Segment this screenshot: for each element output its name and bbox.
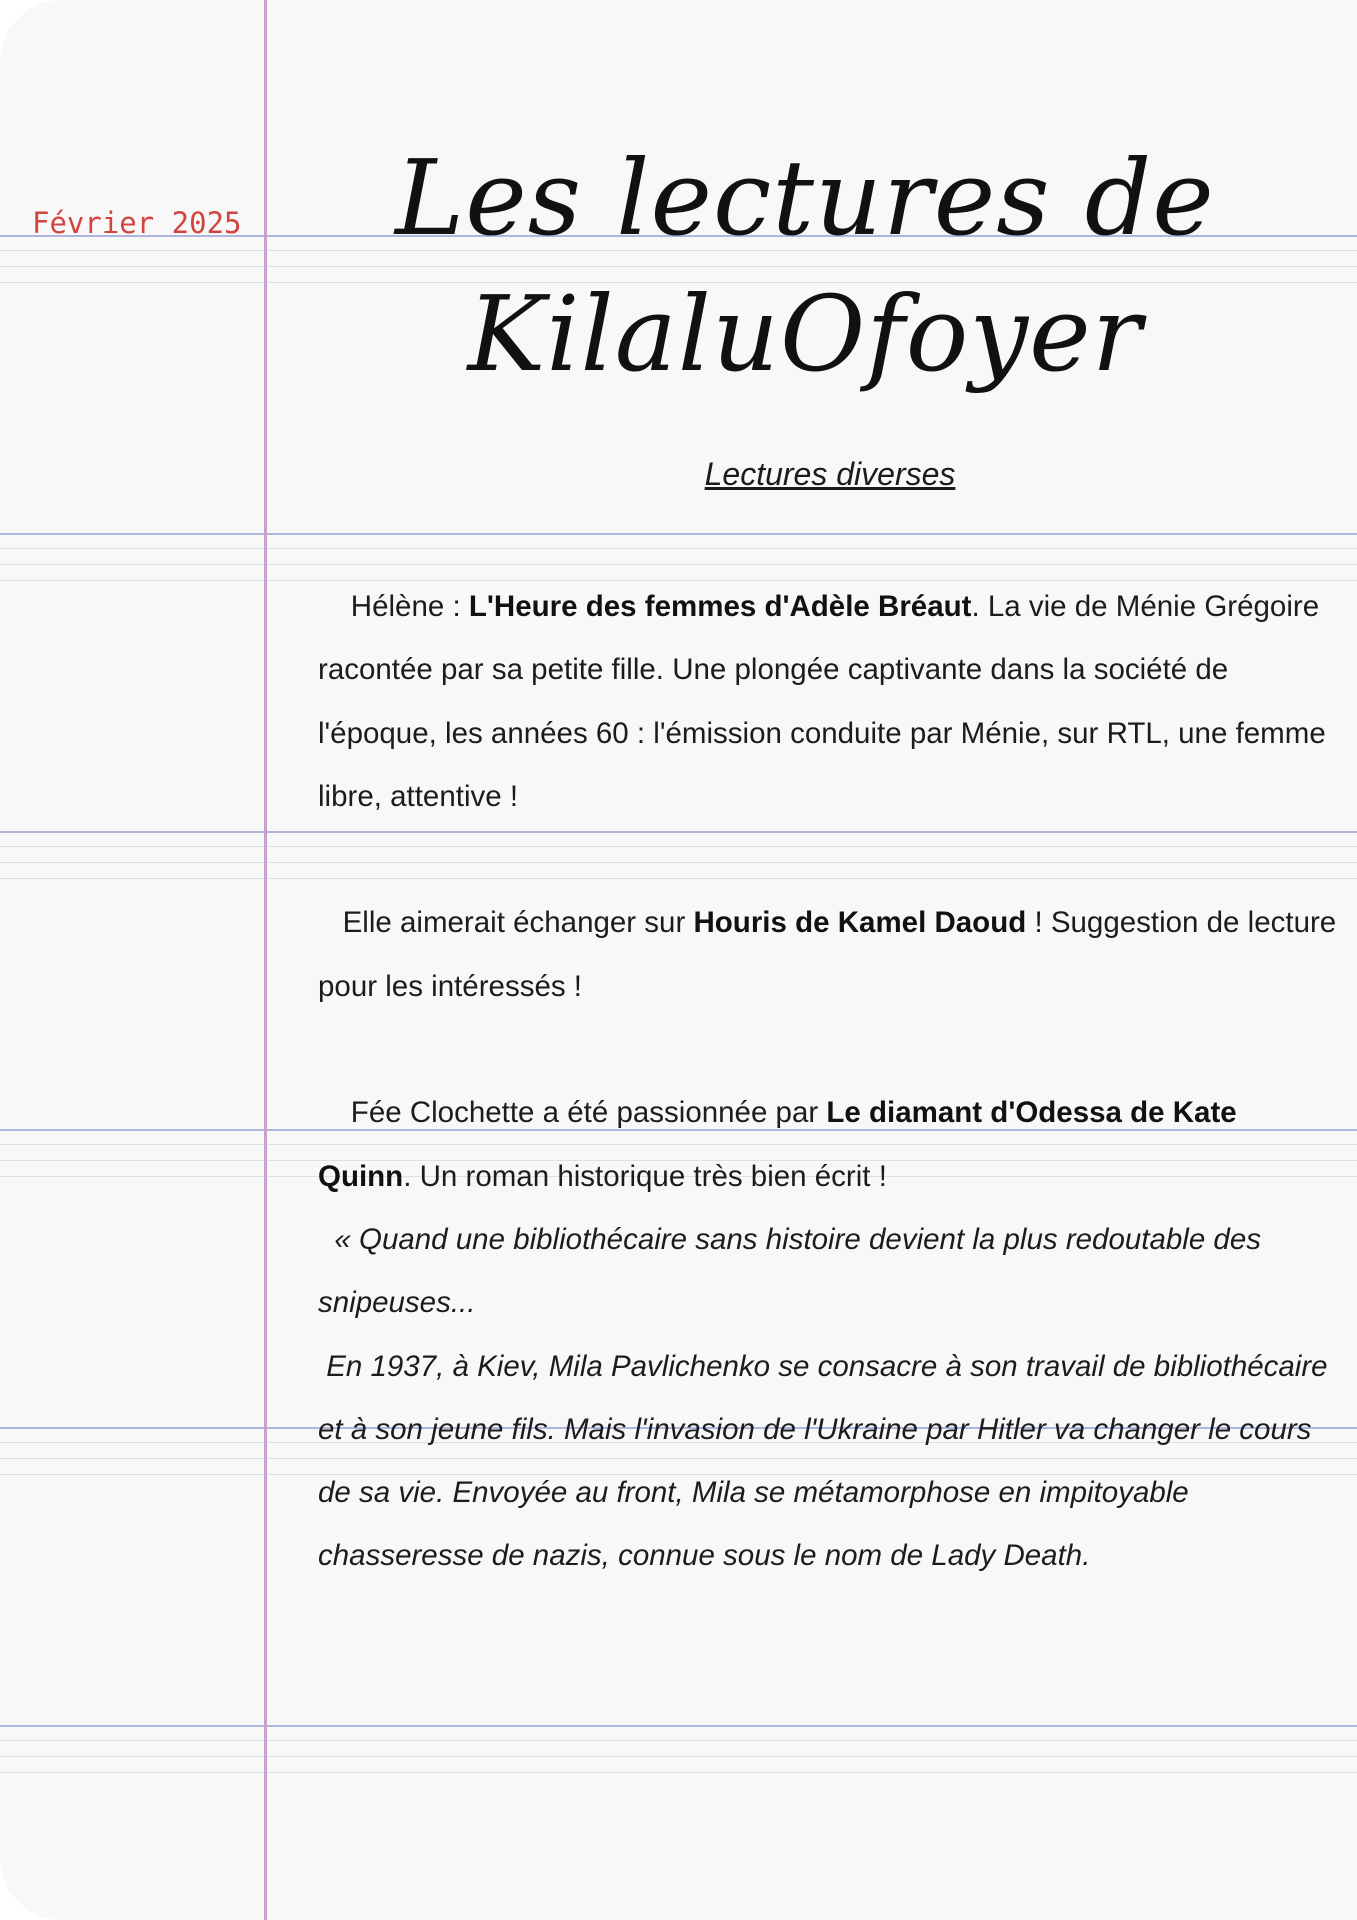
title-line-1: Les lectures de [395, 137, 1215, 259]
book-title-houris: Houris de Kamel Daoud [693, 906, 1027, 940]
page-subtitle: Lectures diverses [704, 456, 956, 492]
book-blurb-body [318, 1335, 1338, 1588]
book-title-heure-des-femmes: L'Heure des femmes d'Adèle Bréaut [468, 590, 972, 623]
date-label: Février 2025 [32, 206, 242, 240]
book-blurb-body-text: En 1937, à Kiev, Mila Pavlichenko se consacre à son travail de bibliothécaire et à son jeune fils. Mais l'invasion de l'Ukraine par Hitler va changer le cours de sa vie. Envoyée au front, Mila se métamorphose en impitoyable chasseresse de nazis, connue sous le nom de Lady Death. [318, 1349, 1328, 1573]
title-line-2: KilaluOfoyer [467, 273, 1143, 395]
note-helene-text: . La vie de Ménie Grégoire racontée par sa petite fille. Une plongée captivante dans la société de l'époque, les années 60 : l'émission conduite par Ménie, sur RTL, une femme libre, attentive ! [318, 590, 1326, 813]
book-blurb-intro [318, 1208, 1338, 1335]
book-blurb-intro-text: « Quand une bibliothécaire sans histoire devient la plus redoutable des snipeuses... [318, 1222, 1261, 1320]
note-fee-lead: Fée Clochette a été passionnée par [350, 1096, 827, 1130]
note-helene [318, 575, 1338, 828]
book-title-diamant-odessa: Le diamant d'Odessa de Kate Quinn [318, 1096, 1237, 1193]
page-title [300, 130, 1310, 402]
note-houris [318, 891, 1338, 1018]
note-fee-clochette [318, 1081, 1338, 1208]
note-fee-text: . Un roman historique très bien écrit ! [403, 1159, 887, 1193]
reading-notes [318, 575, 1338, 1588]
margin-line [264, 0, 267, 1920]
note-houris-text: ! Suggestion de lecture pour les intéressés ! [318, 906, 1337, 1003]
note-houris-lead: Elle aimerait échanger sur [342, 906, 694, 940]
note-helene-lead: Hélène : [350, 590, 469, 623]
